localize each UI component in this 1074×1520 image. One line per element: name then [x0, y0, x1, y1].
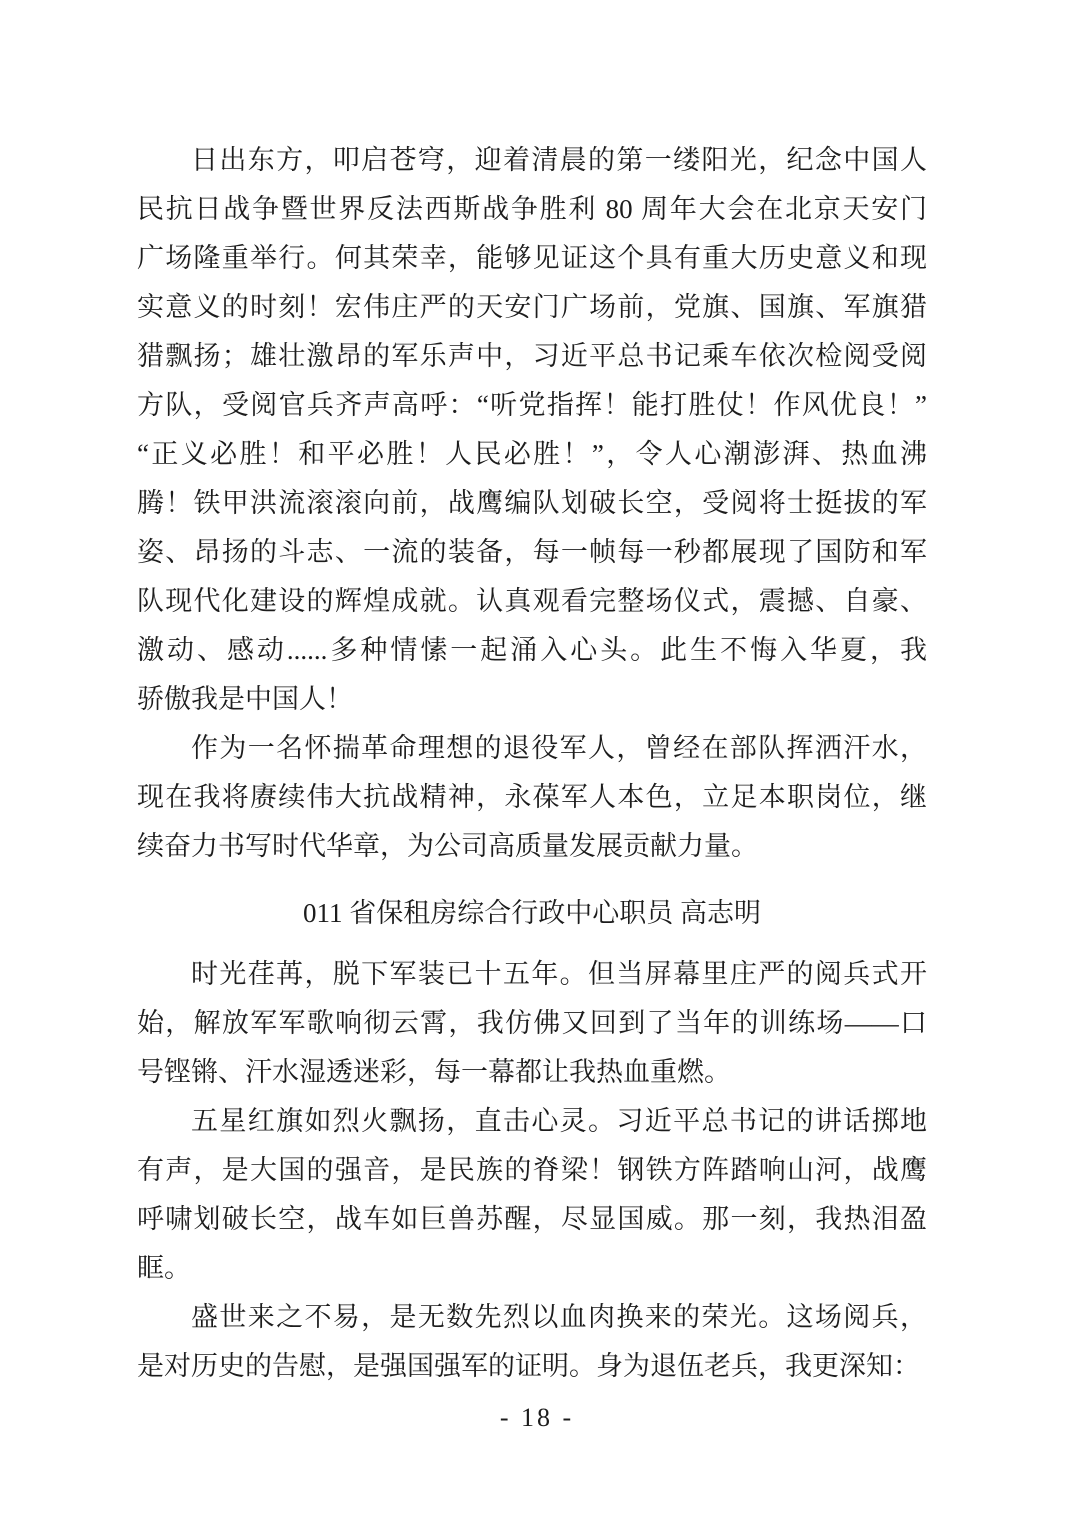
text-line: 激动、感动......多种情愫一起涌入心头。此生不悔入华夏，我	[137, 635, 927, 665]
text-line: 眶。	[137, 1253, 191, 1283]
text-line: 续奋力书写时代华章，为公司高质量发展贡献力量。	[137, 831, 758, 861]
text-line: 现在我将赓续伟大抗战精神，永葆军人本色，立足本职岗位，继	[137, 782, 927, 812]
text-line: 呼啸划破长空，战车如巨兽苏醒，尽显国威。那一刻，我热泪盈	[137, 1204, 927, 1234]
text-line: 作为一名怀揣革命理想的退役军人，曾经在部队挥洒汗水，	[191, 733, 927, 763]
text-line: 猎飘扬；雄壮激昂的军乐声中，习近平总书记乘车依次检阅受阅	[137, 341, 927, 371]
section-heading	[137, 889, 927, 938]
paragraph	[137, 724, 927, 871]
text-line: 民抗日战争暨世界反法西斯战争胜利 80 周年大会在北京天安门	[137, 194, 927, 224]
text-line: 腾！铁甲洪流滚滚向前，战鹰编队划破长空，受阅将士挺拔的军	[137, 488, 927, 518]
text-line: 日出东方，叩启苍穹，迎着清晨的第一缕阳光，纪念中国人	[191, 145, 927, 175]
text-line: 号铿锵、汗水湿透迷彩，每一幕都让我热血重燃。	[137, 1057, 731, 1087]
page-footer	[0, 1400, 1074, 1436]
paragraph	[137, 1293, 927, 1391]
text-line: 实意义的时刻！宏伟庄严的天安门广场前，党旗、国旗、军旗猎	[137, 292, 927, 322]
text-line: 时光荏苒，脱下军装已十五年。但当屏幕里庄严的阅兵式开	[191, 959, 927, 989]
paragraph	[137, 1097, 927, 1293]
text-line: 是对历史的告慰，是强国强军的证明。身为退伍老兵，我更深知：	[137, 1351, 920, 1381]
text-line: 盛世来之不易，是无数先烈以血肉换来的荣光。这场阅兵，	[191, 1302, 927, 1332]
page-number: - 18 -	[499, 1403, 575, 1432]
text-line: 骄傲我是中国人！	[137, 684, 353, 714]
heading-text: 011 省保租房综合行政中心职员 高志明	[303, 898, 761, 928]
text-line: 始，解放军军歌响彻云霄，我仿佛又回到了当年的训练场——口	[137, 1008, 927, 1038]
text-line: “正义必胜！和平必胜！人民必胜！”，令人心潮澎湃、热血沸	[137, 439, 927, 469]
text-line: 五星红旗如烈火飘扬，直击心灵。习近平总书记的讲话掷地	[191, 1106, 927, 1136]
text-line: 广场隆重举行。何其荣幸，能够见证这个具有重大历史意义和现	[137, 243, 927, 273]
document-body	[137, 136, 927, 1391]
text-line: 姿、昂扬的斗志、一流的装备，每一帧每一秒都展现了国防和军	[137, 537, 927, 567]
text-line: 队现代化建设的辉煌成就。认真观看完整场仪式，震撼、自豪、	[137, 586, 927, 616]
paragraph	[137, 950, 927, 1097]
text-line: 方队，受阅官兵齐声高呼：“听党指挥！能打胜仗！作风优良！”	[137, 390, 927, 420]
text-line: 有声，是大国的强音，是民族的脊梁！钢铁方阵踏响山河，战鹰	[137, 1155, 927, 1185]
paragraph	[137, 136, 927, 724]
